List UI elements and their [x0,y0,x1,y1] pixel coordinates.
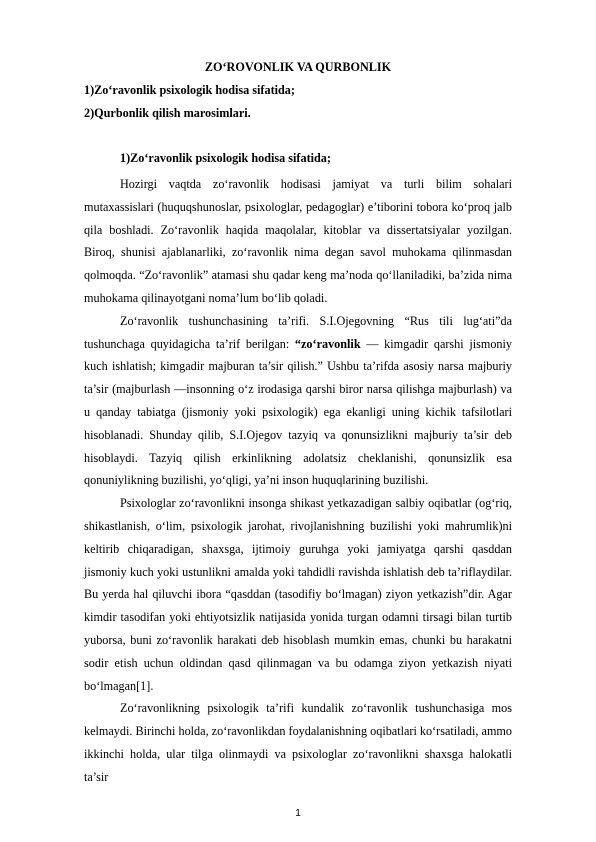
section-heading: 1)Zo‘ravonlik psixologik hodisa sifatida; [120,151,331,165]
paragraph-3: Psixologlar zo‘ravonlikni insonga shikast yetkazadigan salbiy oqibatlar (og‘riq, shikastlanish, o‘lim, psixologik jarohat, rivojlanishning buzilishi yoki mahrumlik)ni keltirib chiqaradigan, shaxsga, ijtimoiy guruhga yoki jamiyatga qarshi qasddan jismoniy kuch yoki ustunlikni amalda yoki tahdidli ravishda ishlatish deb ta’riflaydilar. Bu yerda hal qiluvchi ibora “qasddan (tasodifiy bo‘lmagan) ziyon yetkazish”dir. Agar kimdir tasodifan yoki ehtiyotsizlik natijasida yonida turgan odamni tirsagi bilan turtib yuborsa, buni zo‘ravonlik harakati deb hisoblash mumkin emas, chunki bu harakatni sodir etish uchun oldindan qasd qilinmagan va bu odamga ziyon yetkazish niyati bo‘lmagan[1]. [84,496,512,693]
paragraph-2-text-a: Zo‘ravonlik tushunchasining ta’rifi. S.I.Ojegovning “Rus tili lug‘ati”da tushunchaga quyidagicha ta’rif berilgan: [84,313,512,351]
outline-item-1: 1)Zo‘ravonlik psixologik hodisa sifatida; [84,83,295,97]
paragraph-4: Zo‘ravonlikning psixologik ta’rifi kundalik zo‘ravonlik tushunchasiga mos kelmaydi. Birinchi holda, zo‘ravonlikdan foydalanishning oqibatlari ko‘rsatiladi, ammo ikkinchi holda, ular tilga olinmaydi va psixologlar zo‘ravonlikni shaxsga halokatli ta’sir [84,701,512,784]
page-number: 1 [295,808,301,819]
paragraph-1: Hozirgi vaqtda zo‘ravonlik hodisasi jamiyat va turli bilim sohalari mutaxassislari (huquqshunoslar, psixologlar, pedagoglar) e’tiborini tobora ko‘proq jalb qila boshladi. Zo‘ravonlik haqida maqolalar, kitoblar va dissertatsiyalar yozilgan. Biroq, shunisi ajablanarliki, zo‘ravonlik nima degan savol muhokama qilinmasdan qolmoqda. “Zo‘ravonlik” atamasi shu qadar keng ma’noda qo‘llaniladiki, ba’zida nima muhokama qilinayotgani noma’lum bo‘lib qoladi. [84,177,512,305]
document-title: ZO‘ROVONLIK VA QURBONLIK [204,60,392,74]
paragraph-2-term: “zo‘ravonlik [294,336,361,351]
body-text [84,173,512,789]
paragraph-2 [84,310,512,492]
outline-item-2: 2)Qurbonlik qilish marosimlari. [84,106,251,120]
paragraph-2-text-b: — kimgadir qarshi jismoniy kuch ishlatish; kimgadir majburan ta’sir qilish.” Ushbu ta’rifda asosiy narsa majburiy ta’sir (majburlash —insonning o‘z irodasiga qarshi biror narsa qilishga majburlash) va u qanday tabiatga (jismoniy yoki psixologik) ega ekanligi uning kichik tafsilotlari hisoblanadi. Shunday qilib, S.I.Ojegov tazyiq va qonunsizlikni majburiy ta’sir deb hisoblaydi. Tazyiq qilish erkinlikning adolatsiz cheklanishi, qonunsizlik esa qonuniylikning buzilishi, yo‘qligi, ya’ni inson huquqlarining buzilishi. [84,336,512,488]
